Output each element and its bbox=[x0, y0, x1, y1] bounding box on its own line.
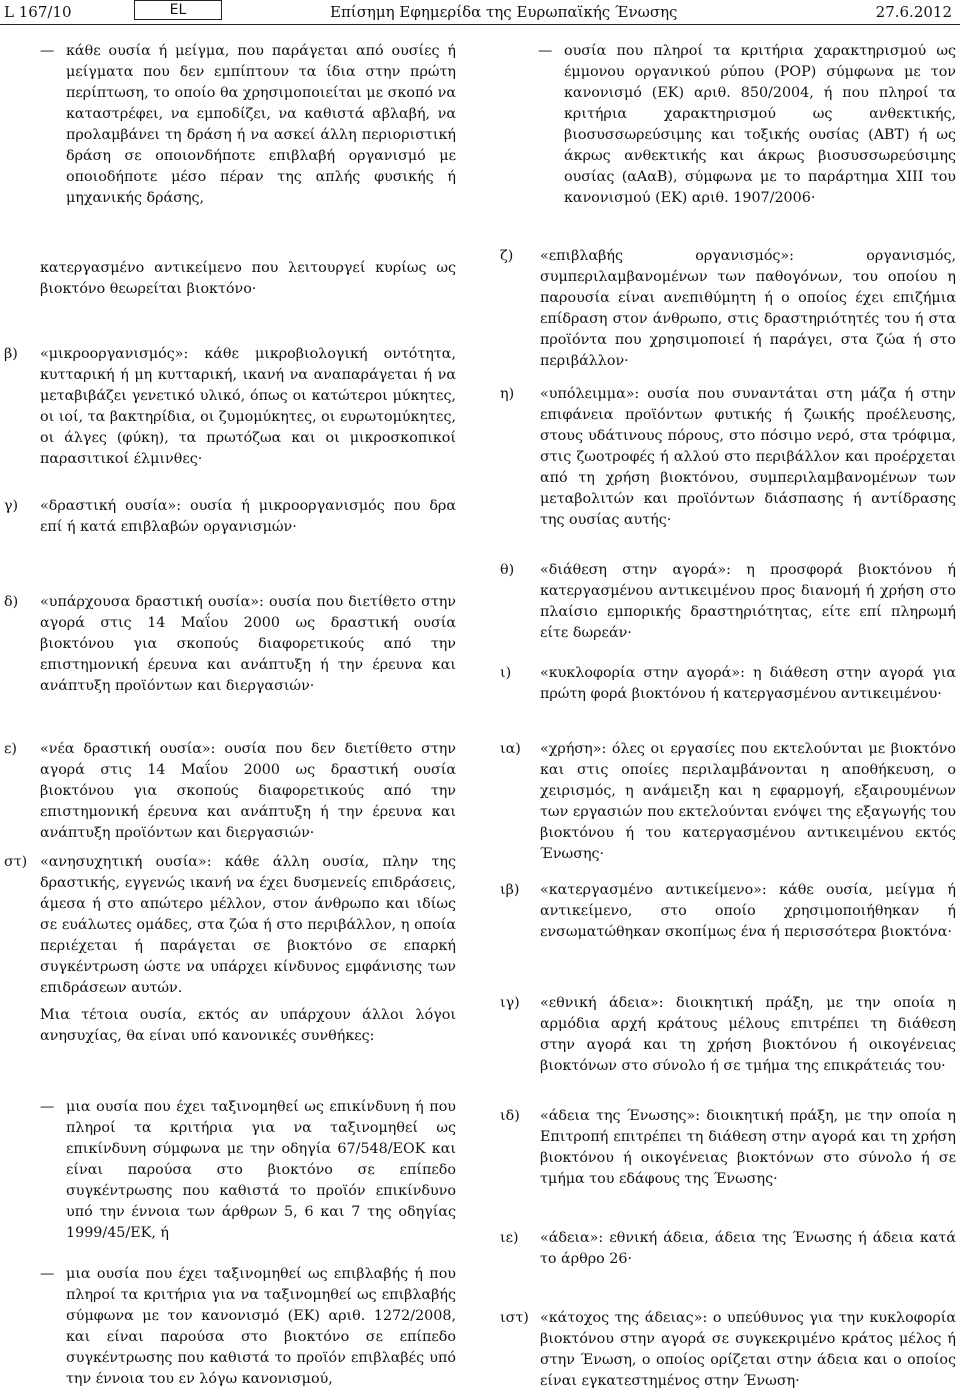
definition-label: ιγ) bbox=[500, 995, 520, 1011]
definition-new-active-substance: «νέα δραστική ουσία»: ουσία που δεν διετίθετο στην αγορά στις 14 Μαΐου 2000 ως δραστική ουσία βιοκτόνου για σκοπούς διαφορετικούς από την επιστημονική έρευνα και ανάπτυξη ή την έρευνα και ανάπτυξη προϊόντων και διεργασιών· bbox=[40, 741, 456, 841]
dash-mark: — bbox=[40, 1266, 55, 1282]
definition-label: η) bbox=[500, 386, 515, 402]
definition-active-substance: «δραστική ουσία»: ουσία ή μικροοργανισμός που δρα επί ή κατά επιβλαβών οργανισμών· bbox=[40, 498, 456, 535]
header-rule bbox=[0, 24, 960, 25]
top-left-dash-item bbox=[40, 41, 456, 209]
criteria-dash-item bbox=[40, 1264, 456, 1390]
publication-date: 27.6.2012 bbox=[875, 3, 952, 21]
definition-label: ιδ) bbox=[500, 1108, 520, 1124]
intro-paragraph bbox=[40, 258, 456, 300]
definition-label: ι) bbox=[500, 665, 512, 681]
definition-union-authorisation: «άδεια της Ένωσης»: διοικητική πράξη, με την οποία η Επιτροπή επιτρέπει τη διάθεση στην αγορά και τη χρήση βιοκτόνου ή οικογένειας βιοκτόνων στο σύνολο ή σε τμήμα του εδάφους της Ένωσης· bbox=[540, 1108, 956, 1187]
definition-label: ιε) bbox=[500, 1230, 519, 1246]
dash-mark: — bbox=[538, 43, 553, 59]
definition-substance-of-concern: «ανησυχητική ουσία»: κάθε άλλη ουσία, πλην της δραστικής, εγγενώς ικανή να έχει δυσμενείς επιδράσεις, άμεσα ή στο απώτερο μέλλον, στον άνθρωπο και ιδίως σε ευάλωτες ομάδες, στα ζώα ή στο περιβάλλον, η οποία περιέχεται ή παράγεται σε βιοκτόνο σε επαρκή συγκέντρωση ώστε να υπάρχει κίνδυνος εμφάνισης των επιδράσεων αυτών. bbox=[40, 854, 456, 996]
definition-label: δ) bbox=[4, 594, 19, 610]
definition-label: ια) bbox=[500, 741, 521, 757]
definition-label: ιστ) bbox=[500, 1310, 529, 1326]
definition-label: γ) bbox=[4, 498, 19, 514]
journal-title: Επίσημη Εφημερίδα της Ευρωπαϊκής Ένωσης bbox=[330, 3, 678, 21]
top-right-dash-item bbox=[538, 41, 956, 209]
definition-making-available: «διάθεση στην αγορά»: η προσφορά βιοκτόνου ή κατεργασμένου αντικειμένου προς διανομή ή χρήση στο πλαίσιο εμπορικής δραστηριότητας, είτε επί πληρωμή είτε δωρεάν· bbox=[540, 562, 956, 641]
definition-microorganism: «μικροοργανισμός»: κάθε μικροβιολογική οντότητα, κυτταρική ή μη κυτταρική, ικανή να αναπαράγεται ή να μεταβιβάζει γενετικό υλικό, όπως οι κατώτεροι μύκητες, οι ιοί, τα βακτηρίδια, οι ζυμομύκητες, οι ευρωτομύκητες, οι άλγες (φύκη), τα πρωτόζωα και οι μικροσκοπικοί παρασιτικοί έλμινθες· bbox=[40, 346, 456, 467]
definition-existing-active-substance: «υπάρχουσα δραστική ουσία»: ουσία που διετίθετο στην αγορά στις 14 Μαΐου 2000 ως δραστική ουσία βιοκτόνου για σκοπούς διαφορετικούς από την επιστημονική έρευνα και ανάπτυξη ή την έρευνα και ανάπτυξη προϊόντων και διεργασιών· bbox=[40, 594, 456, 694]
definition-residue: «υπόλειμμα»: ουσία που συναντάται στη μάζα ή στην επιφάνεια προϊόντων φυτικής ή ζωικής προέλευσης, στους υδάτινους πόρους, στο πόσιμο νερό, στα τρόφιμα, στις ζωοτροφές ή αλλού στο περιβάλλον και προέρχεται από τη χρήση βιοκτόνου, συμπεριλαμβανομένων των μεταβολιτών και προϊόντων διάσπασης ή αντίδρασης της ουσίας αυτής· bbox=[540, 386, 956, 528]
definition-authorisation-holder: «κάτοχος της άδειας»: ο υπεύθυνος για την κυκλοφορία βιοκτόνου στην αγορά σε συγκεκριμένο κράτος μέλος ή στην Ένωση, ο οποίος ορίζεται στην άδεια και ο οποίος είναι εγκατεστημένος στην Ένωση· bbox=[540, 1310, 956, 1389]
criteria-dash-item bbox=[40, 1097, 456, 1244]
dash-text: μια ουσία που έχει ταξινομηθεί ως επιβλαβής ή που πληροί τα κριτήρια για να ταξινομηθεί ως επιβλαβής σύμφωνα με τον κανονισμό (ΕΚ) αριθ. 1272/2008, και είναι παρούσα στο βιοκτόνο σε επίπεδο συγκέντρωσης που καθιστά το προϊόν επιβλαβές υπό την έννοια του εν λόγω κανονισμού, bbox=[66, 1266, 456, 1387]
definition-label: β) bbox=[4, 346, 18, 362]
page-header bbox=[0, 0, 960, 26]
language-box: EL bbox=[134, 0, 222, 20]
intro-text: κατεργασμένο αντικείμενο που λειτουργεί κυρίως ως βιοκτόνο θεωρείται βιοκτόνο· bbox=[40, 260, 456, 297]
dash-text: μια ουσία που έχει ταξινομηθεί ως επικίνδυνη ή που πληροί τα κριτήρια για να ταξινομηθεί ως επικίνδυνη σύμφωνα με την οδηγία 67/548/ΕΟΚ και είναι παρούσα στο βιοκτόνο σε επίπεδο συγκέντρωσης που καθιστά το προϊόν επικίνδυνο υπό την έννοια των άρθρων 5, 6 και 7 της οδηγίας 1999/45/ΕΚ, ή bbox=[66, 1099, 456, 1241]
definition-treated-article: «κατεργασμένο αντικείμενο»: κάθε ουσία, μείγμα ή αντικείμενο, στο οποίο χρησιμοποιήθηκαν ή ενσωματώθηκαν σκοπίμως ένα ή περισσότερα βιοκτόνα· bbox=[540, 882, 956, 940]
definition-label: ζ) bbox=[500, 248, 514, 264]
definition-label: ε) bbox=[4, 741, 17, 757]
definition-placing-on-market: «κυκλοφορία στην αγορά»: η διάθεση στην αγορά για πρώτη φορά βιοκτόνου ή κατεργασμένου αντικειμένου· bbox=[540, 665, 956, 702]
dash-text: κάθε ουσία ή μείγμα, που παράγεται από ουσίες ή μείγματα που δεν εμπίπτουν τα ίδια στην πρώτη περίπτωση, το οποίο θα χρησιμοποιείται με σκοπό να καταστρέφει, να εμποδίζει, να καθιστά αβλαβή, να προλαμβάνει τη δράση ή να ασκεί άλλη περιοριστική δράση σε οποιονδήποτε επιβλαβή οργανισμό με οποιοδήποτε μέσο πέραν της απλής φυσικής ή μηχανικής δράσης, bbox=[66, 43, 456, 206]
definition-authorisation: «άδεια»: εθνική άδεια, άδεια της Ένωσης ή άδεια κατά το άρθρο 26· bbox=[540, 1230, 956, 1267]
dash-mark: — bbox=[40, 43, 55, 59]
page-number: L 167/10 bbox=[4, 3, 72, 21]
dash-text: ουσία που πληροί τα κριτήρια χαρακτηρισμού ως έμμονου οργανικού ρύπου (POP) σύμφωνα με τον κανονισμό (ΕΚ) αριθ. 850/2004, ή που πληροί τα κριτήρια χαρακτηρισμού ως ανθεκτικής, βιοσυσσωρεύσιμης και τοξικής ουσίας (ΑΒΤ) ή ως άκρως ανθεκτικής και άκρως βιοσυσσωρεύσιμης ουσίας (αΑαΒ), σύμφωνα με το παράρτημα XIII του κανονισμού (ΕΚ) αριθ. 1907/2006· bbox=[564, 43, 956, 206]
definition-national-authorisation: «εθνική άδεια»: διοικητική πράξη, με την οποία η αρμόδια αρχή κράτους μέλους επιτρέπει τη διάθεση στην αγορά και τη χρήση βιοκτόνου ή οικογένειας βιοκτόνων στο σύνολο ή σε τμήμα της επικράτειάς του· bbox=[540, 995, 956, 1074]
definition-label: στ) bbox=[4, 854, 28, 870]
condition-paragraph: Μια τέτοια ουσία, εκτός αν υπάρχουν άλλοι λόγοι ανησυχίας, θα είναι υπό κανονικές συνθήκες: bbox=[40, 1007, 456, 1044]
definition-harmful-organism: «επιβλαβής οργανισμός»: οργανισμός, συμπεριλαμβανομένων των παθογόνων, του οποίου η παρουσία είναι ανεπιθύμητη ή ο οποίος έχει επιζήμια επίδραση στον άνθρωπο, στις δραστηριότητές του ή στα προϊόντα που χρησιμοποιεί ή παράγει, στα ζώα ή στο περιβάλλον· bbox=[540, 248, 956, 369]
definition-use: «χρήση»: όλες οι εργασίες που εκτελούνται με βιοκτόνο και στις οποίες περιλαμβάνονται η αποθήκευση, ο χειρισμός, η ανάμειξη και η εφαρμογή, εξαιρουμένων των εργασιών που εκτελούνται ενόψει της εξαγωγής του βιοκτόνου ή του κατεργασμένου αντικειμένου εκτός Ένωσης· bbox=[540, 741, 956, 862]
dash-mark: — bbox=[40, 1099, 55, 1115]
definition-label: θ) bbox=[500, 562, 515, 578]
definition-label: ιβ) bbox=[500, 882, 520, 898]
